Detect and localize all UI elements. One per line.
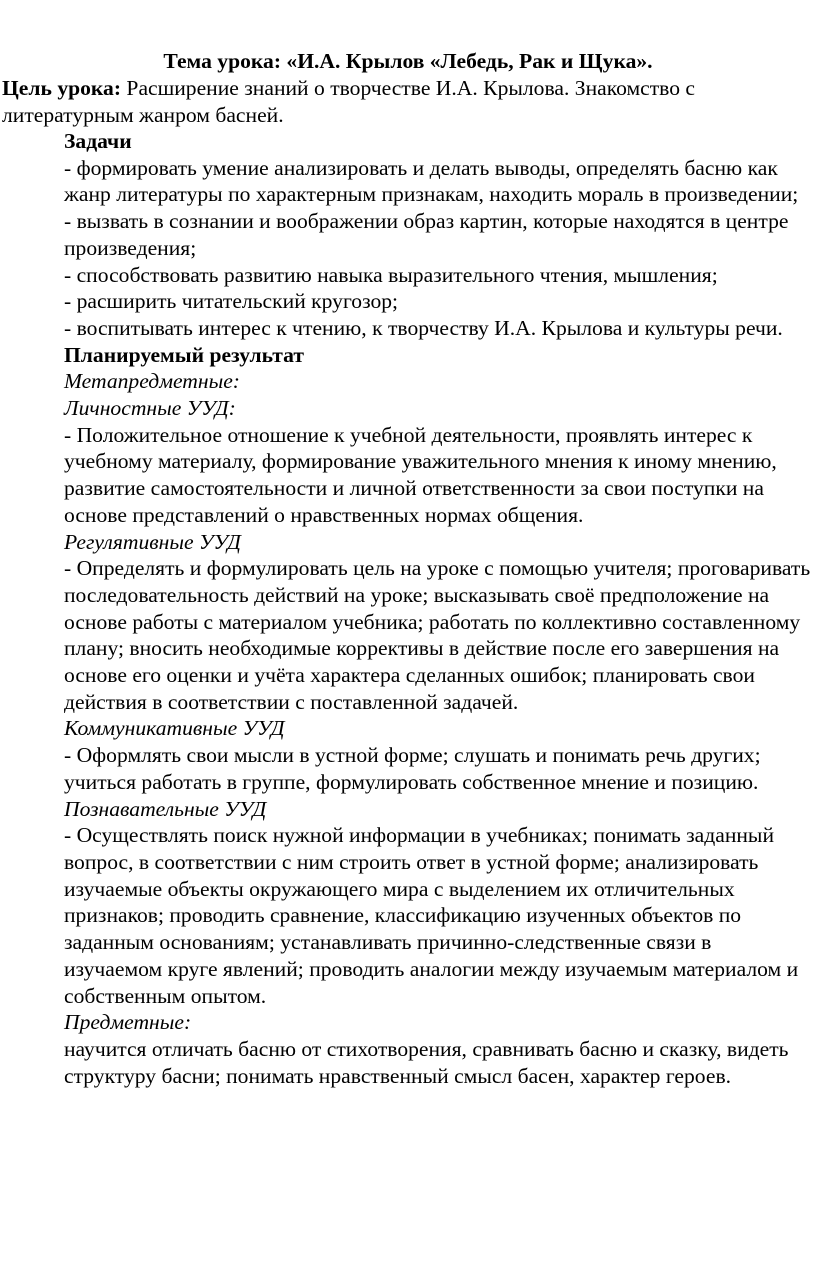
task-item: - расширить читательский кругозор; xyxy=(64,289,399,314)
subject-label: Предметные: xyxy=(64,1010,192,1035)
goal-text: Расширение знаний о творчестве И.А. Крылова. Знакомство с литературным жанром басней. xyxy=(2,76,696,127)
goal-label: Цель урока: xyxy=(2,76,122,100)
regulatory-text: - Определять и формулировать цель на уроке с помощью учителя; проговаривать последовательность действий на уроке; высказывать своё предположение на основе работы с материалом учебника; работать по коллективно составленному плану; вносить необходимые коррективы в действие после его завершения на основе его оценки и учёта характера сделанных ошибок; планировать свои действия в соответствии с поставленной задачей. xyxy=(64,556,811,714)
task-item: - формировать умение анализировать и делать выводы, определять басню как жанр литературы по характерным признакам, находить мораль в произведении; xyxy=(64,155,799,207)
task-item: - вызвать в сознании и воображении образ картин, которые находятся в центре произведения; xyxy=(64,209,789,260)
lesson-goal xyxy=(2,75,814,128)
cognitive-label: Познавательные УУД xyxy=(64,796,267,821)
task-item: - способствовать развитию навыка выразительного чтения, мышления; xyxy=(64,262,718,287)
communicative-label: Коммуникативные УУД xyxy=(64,716,285,741)
lesson-content xyxy=(64,128,814,1089)
cognitive-text: - Осуществлять поиск нужной информации в учебниках; понимать заданный вопрос, в соответствии с ним строить ответ в устной форме; анализировать изучаемые объекты окружающего мира с выделением их отличительных признаков; проводить сравнение, классификацию изученных объектов по заданным основаниям; устанавливать причинно-следственные связи в изучаемом круге явлений; проводить аналогии между изучаемым материалом и собственным опытом. xyxy=(64,823,799,1008)
lesson-title: Тема урока: «И.А. Крылов «Лебедь, Рак и Щука». xyxy=(163,49,653,73)
tasks-heading: Задачи xyxy=(64,129,132,153)
results-heading: Планируемый результат xyxy=(64,342,304,367)
personal-label: Личностные УУД: xyxy=(64,396,236,421)
regulatory-label: Регулятивные УУД xyxy=(64,529,241,554)
subject-text: научится отличать басню от стихотворения, сравнивать басню и сказку, видеть структуру басни; понимать нравственный смысл басен, характер героев. xyxy=(64,1036,789,1088)
communicative-text: - Оформлять свои мысли в устной форме; слушать и понимать речь других; учиться работать в группе, формулировать собственное мнение и позицию. xyxy=(64,743,761,794)
task-item: - воспитывать интерес к чтению, к творчеству И.А. Крылова и культуры речи. xyxy=(64,315,783,340)
personal-text: - Положительное отношение к учебной деятельности, проявлять интерес к учебному материалу, формирование уважительного мнения к иному мнению, развитие самостоятельности и личной ответственности за свои поступки на основе представлений о нравственных нормах общения. xyxy=(64,422,777,527)
meta-label: Метапредметные: xyxy=(64,369,240,394)
